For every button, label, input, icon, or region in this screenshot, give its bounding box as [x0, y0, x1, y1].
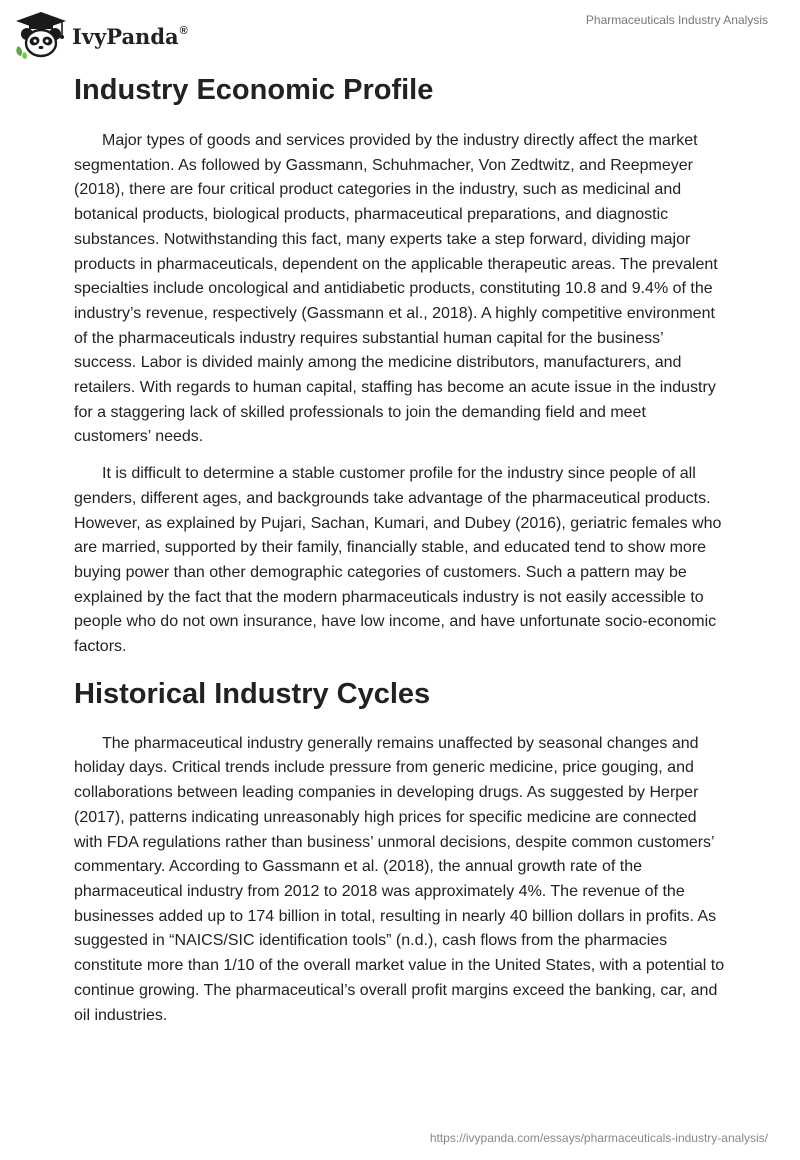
section-heading-industry-cycles: Historical Industry Cycles	[74, 677, 431, 710]
brand-logo[interactable]	[14, 10, 188, 60]
paragraph: It is difficult to determine a stable customer profile for the industry since people of all genders, different ages, and backgrounds take advantage of the pharmaceutical products. However, as explained by Pujari, Sachan, Kumari, and Dubey (2016), geriatric females who are married, supported by their family, financially stable, and educated tend to show more buying power than other demographic categories of customers. Such a pattern may be explained by the fact that the modern pharmaceuticals industry is not easily accessible to people who do not own insurance, have low income, and have unfortunate socio-economic factors.	[74, 465, 722, 656]
panda-graduate-icon	[14, 10, 68, 60]
paragraph: The pharmaceutical industry generally remains unaffected by seasonal changes and holiday days. Critical trends include pressure from generic medicine, price gouging, and collaborations between leading companies in developing drugs. As suggested by Herper (2017), patterns indicating unreasonably high prices for specific medicine are connected with FDA regulations rather than business’ unmoral decisions, despite common customers’ commentary. According to Gassmann et al. (2018), the annual growth rate of the pharmaceutical industry from 2012 to 2018 was approximately 4%. The revenue of the businesses added up to 174 billion in total, resulting in nearly 40 billion dollars in profits. As suggested in “NAICS/SIC identification tools” (n.d.), cash flows from the pharmacies constitute more than 1/10 of the overall market value in the United States, with a potential to continue growing. The pharmaceutical’s overall profit margins exceed the banking, car, and oil industries.	[74, 734, 725, 1024]
section-heading-economic-profile: Industry Economic Profile	[74, 74, 434, 106]
document-title: Pharmaceuticals Industry Analysis	[585, 13, 768, 27]
source-url-link[interactable]: https://ivypanda.com/essays/pharmaceuticals-industry-analysis/	[429, 1131, 768, 1145]
registered-mark: ®	[179, 24, 188, 37]
brand-name: IvyPanda®	[72, 23, 188, 49]
page-header	[0, 0, 800, 70]
essay-content	[74, 68, 726, 1040]
paragraph: Major types of goods and services provided by the industry directly affect the market segmentation. As followed by Gassmann, Schuhmacher, Von Zedtwitz, and Reepmeyer (2018), there are four critical product categories in the industry, such as medicinal and botanical products, biological products, pharmaceutical preparations, and diagnostic substances. Notwithstanding this fact, many experts take a step forward, dividing major products in pharmaceuticals, dependent on the applicable therapeutic areas. The prevalent specialties include oncological and antidiabetic products, constituting 10.8 and 9.4% of the industry’s revenue, respectively (Gassmann et al., 2018). A highly competitive environment of the pharmaceuticals industry requires substantial human capital for the business’ success. Labor is divided mainly among the medicine distributors, manufacturers, and retailers. With regards to human capital, staffing has become an acute issue in the industry for a staggering lack of skilled professionals to join the demanding field and meet customers’ needs.	[74, 132, 718, 446]
